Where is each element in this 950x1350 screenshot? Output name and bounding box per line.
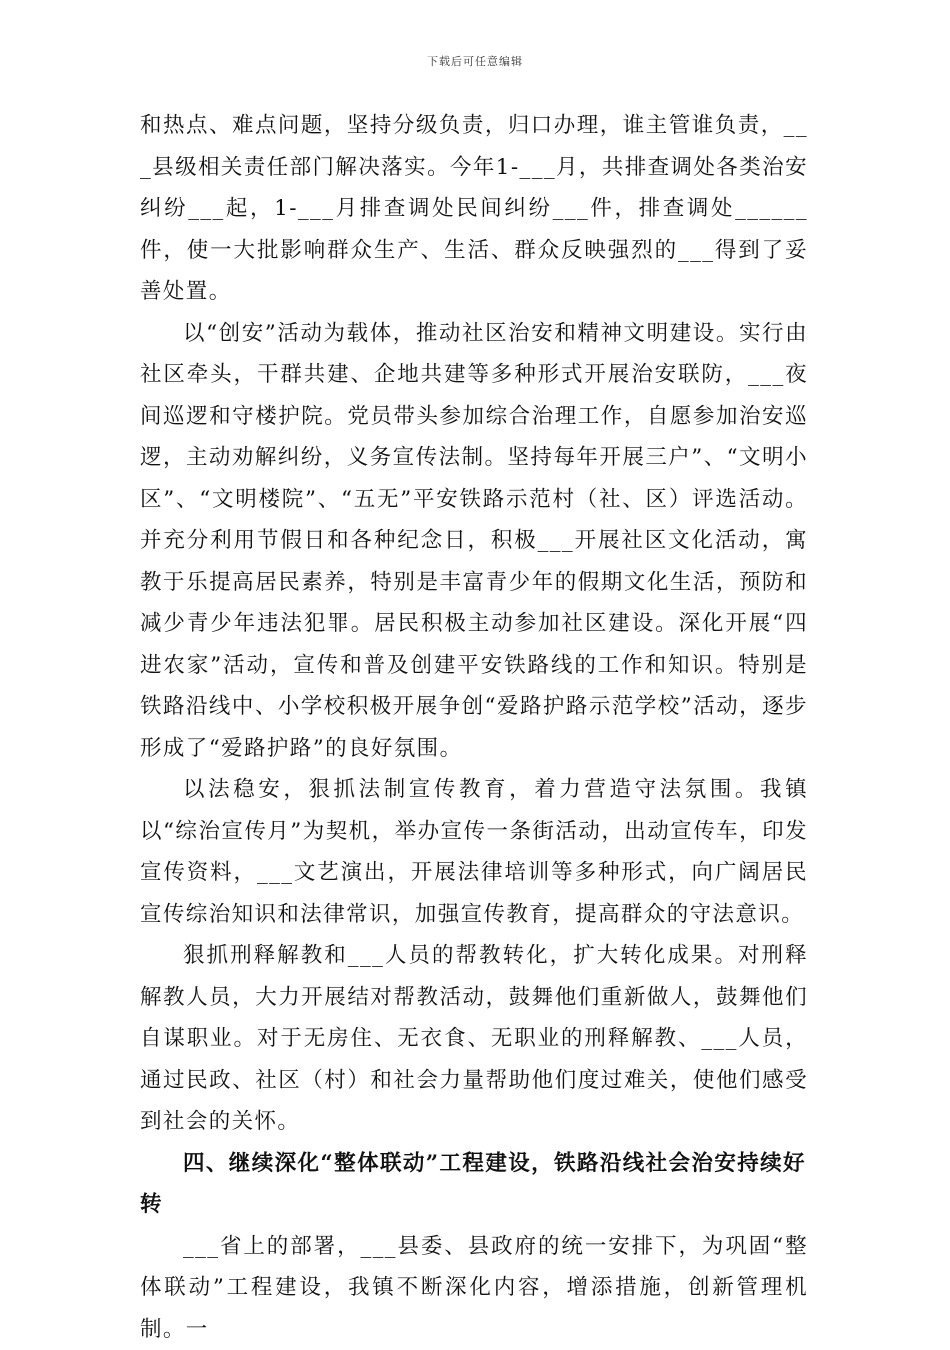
page-header-note: 下载后可任意编辑 [0, 53, 950, 69]
paragraph-3: 以法稳安，狠抓法制宣传教育，着力营造守法氛围。我镇以“综治宣传月”为契机，举办宣传一条街活动，出动宣传车，印发宣传资料，___文艺演出，开展法律培训等多种形式，向广阔居民宣传综治知识和法律常识，加强宣传教育，提高群众的守法意识。 [140, 769, 808, 935]
paragraph-1: 和热点、难点问题，坚持分级负责，归口办理，谁主管谁负责，___县级相关责任部门解决落实。今年1-___月，共排查调处各类治安纠纷___起，1-___月排查调处民间纠纷___件，排查调处______件，使一大批影响群众生产、生活、群众反映强烈的___得到了妥善处置。 [140, 105, 808, 313]
paragraph-4: 狠抓刑释解教和___人员的帮教转化，扩大转化成果。对刑释解教人员，大力开展结对帮教活动，鼓舞他们重新做人，鼓舞他们自谋职业。对于无房住、无衣食、无职业的刑释解教、___人员，通过民政、社区（村）和社会力量帮助他们度过难关，使他们感受到社会的关怀。 [140, 935, 808, 1143]
document-body [140, 105, 808, 1350]
paragraph-5: ___省上的部署，___县委、县政府的统一安排下，为巩固“整体联动”工程建设，我镇不断深化内容，增添措施，创新管理机制。一 [140, 1226, 808, 1350]
paragraph-2: 以“创安”活动为载体，推动社区治安和精神文明建设。实行由社区牵头，干群共建、企地共建等多种形式开展治安联防，___夜间巡逻和守楼护院。党员带头参加综合治理工作，自愿参加治安巡逻，主动劝解纠纷，义务宣传法制。坚持每年开展三户”、“文明小区”、“文明楼院”、“五无”平安铁路示范村（社、区）评选活动。并充分利用节假日和各种纪念日，积极___开展社区文化活动，寓教于乐提高居民素养，特别是丰富青少年的假期文化生活，预防和减少青少年违法犯罪。居民积极主动参加社区建设。深化开展“四进农家”活动，宣传和普及创建平安铁路线的工作和知识。特别是铁路沿线中、小学校积极开展争创“爱路护路示范学校”活动，逐步形成了“爱路护路”的良好氛围。 [140, 313, 808, 770]
section-heading-4: 四、继续深化“整体联动”工程建设，铁路沿线社会治安持续好转 [140, 1143, 808, 1226]
